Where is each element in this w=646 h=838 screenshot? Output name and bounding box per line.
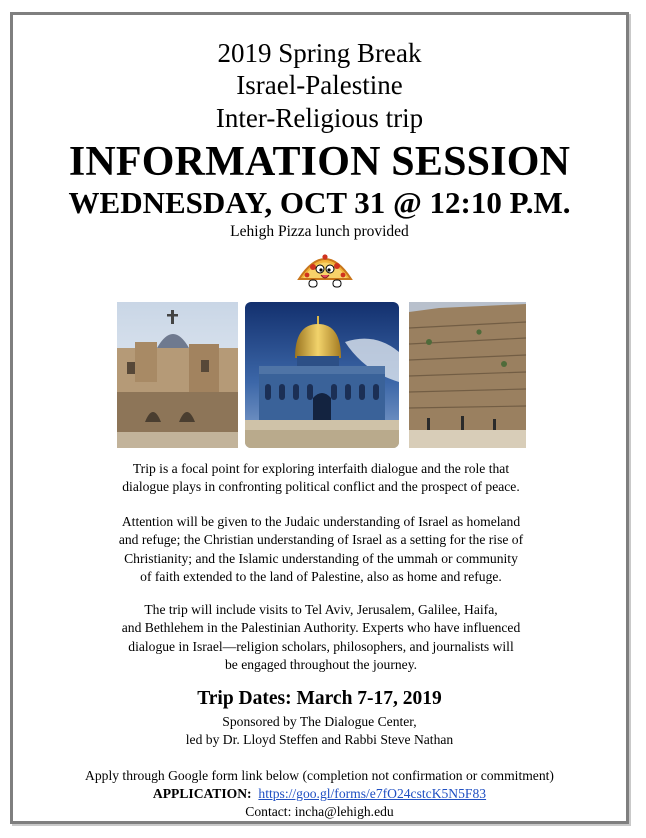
- apply-note: Apply through Google form link below (completion not confirmation or commitment): [85, 768, 554, 783]
- text-line: The trip will include visits to Tel Aviv, Jerusalem, Galilee, Haifa,: [144, 602, 498, 617]
- flyer: [10, 12, 629, 824]
- text-line: of faith extended to the land of Palestine, also as home and refuge.: [140, 568, 502, 584]
- western-wall-photo: [409, 302, 526, 448]
- leaders-line: led by Dr. Lloyd Steffen and Rabbi Steve Nathan: [185, 732, 454, 747]
- church-photo: [117, 302, 238, 448]
- trip-dates: Trip Dates: March 7-17, 2019: [197, 688, 442, 709]
- contact-line: Contact: incha@lehigh.edu: [245, 804, 394, 819]
- paragraph-attention: [73, 513, 569, 586]
- application-label: APPLICATION:: [152, 786, 252, 801]
- text-line: Christianity; and the Islamic understanding of the ummah or community: [124, 550, 518, 566]
- session-datetime: WEDNESDAY, OCT 31 @ 12:10 P.M.: [68, 185, 571, 220]
- text-line: and refuge; the Christian understanding of Israel as a setting for the rise of: [118, 532, 524, 548]
- text-line: Trip is a focal point for exploring interfaith dialogue and the role that: [132, 461, 510, 476]
- application-line: [13, 785, 626, 803]
- application-block: [13, 767, 626, 821]
- paragraph-intro: [73, 460, 569, 497]
- text-line: and Bethlehem in the Palestinian Authority. Experts who have influenced: [121, 620, 521, 636]
- text-line: Attention will be given to the Judaic understanding of Israel as homeland: [121, 514, 521, 529]
- sponsor-line: Sponsored by The Dialogue Center,: [222, 714, 417, 729]
- sponsor-block: [13, 713, 626, 749]
- title-line-3: Inter-Religious trip: [215, 103, 424, 133]
- text-line: dialogue plays in confronting political conflict and the prospect of peace.: [122, 479, 520, 495]
- title-line-1: 2019 Spring Break: [217, 38, 422, 68]
- lunch-note: Lehigh Pizza lunch provided: [230, 223, 409, 240]
- pizza-mascot-icon: [293, 245, 357, 291]
- text-line: be engaged throughout the journey.: [224, 656, 418, 672]
- application-link[interactable]: https://goo.gl/forms/e7fO24cstcK5N5F83: [258, 786, 487, 801]
- dome-of-the-rock-photo: [245, 302, 399, 448]
- text-line: dialogue in Israel—religion scholars, philosophers, and journalists will: [128, 638, 514, 654]
- title-line-2: Israel-Palestine: [236, 70, 403, 100]
- headline: INFORMATION SESSION: [68, 139, 571, 185]
- paragraph-itinerary: [73, 601, 569, 674]
